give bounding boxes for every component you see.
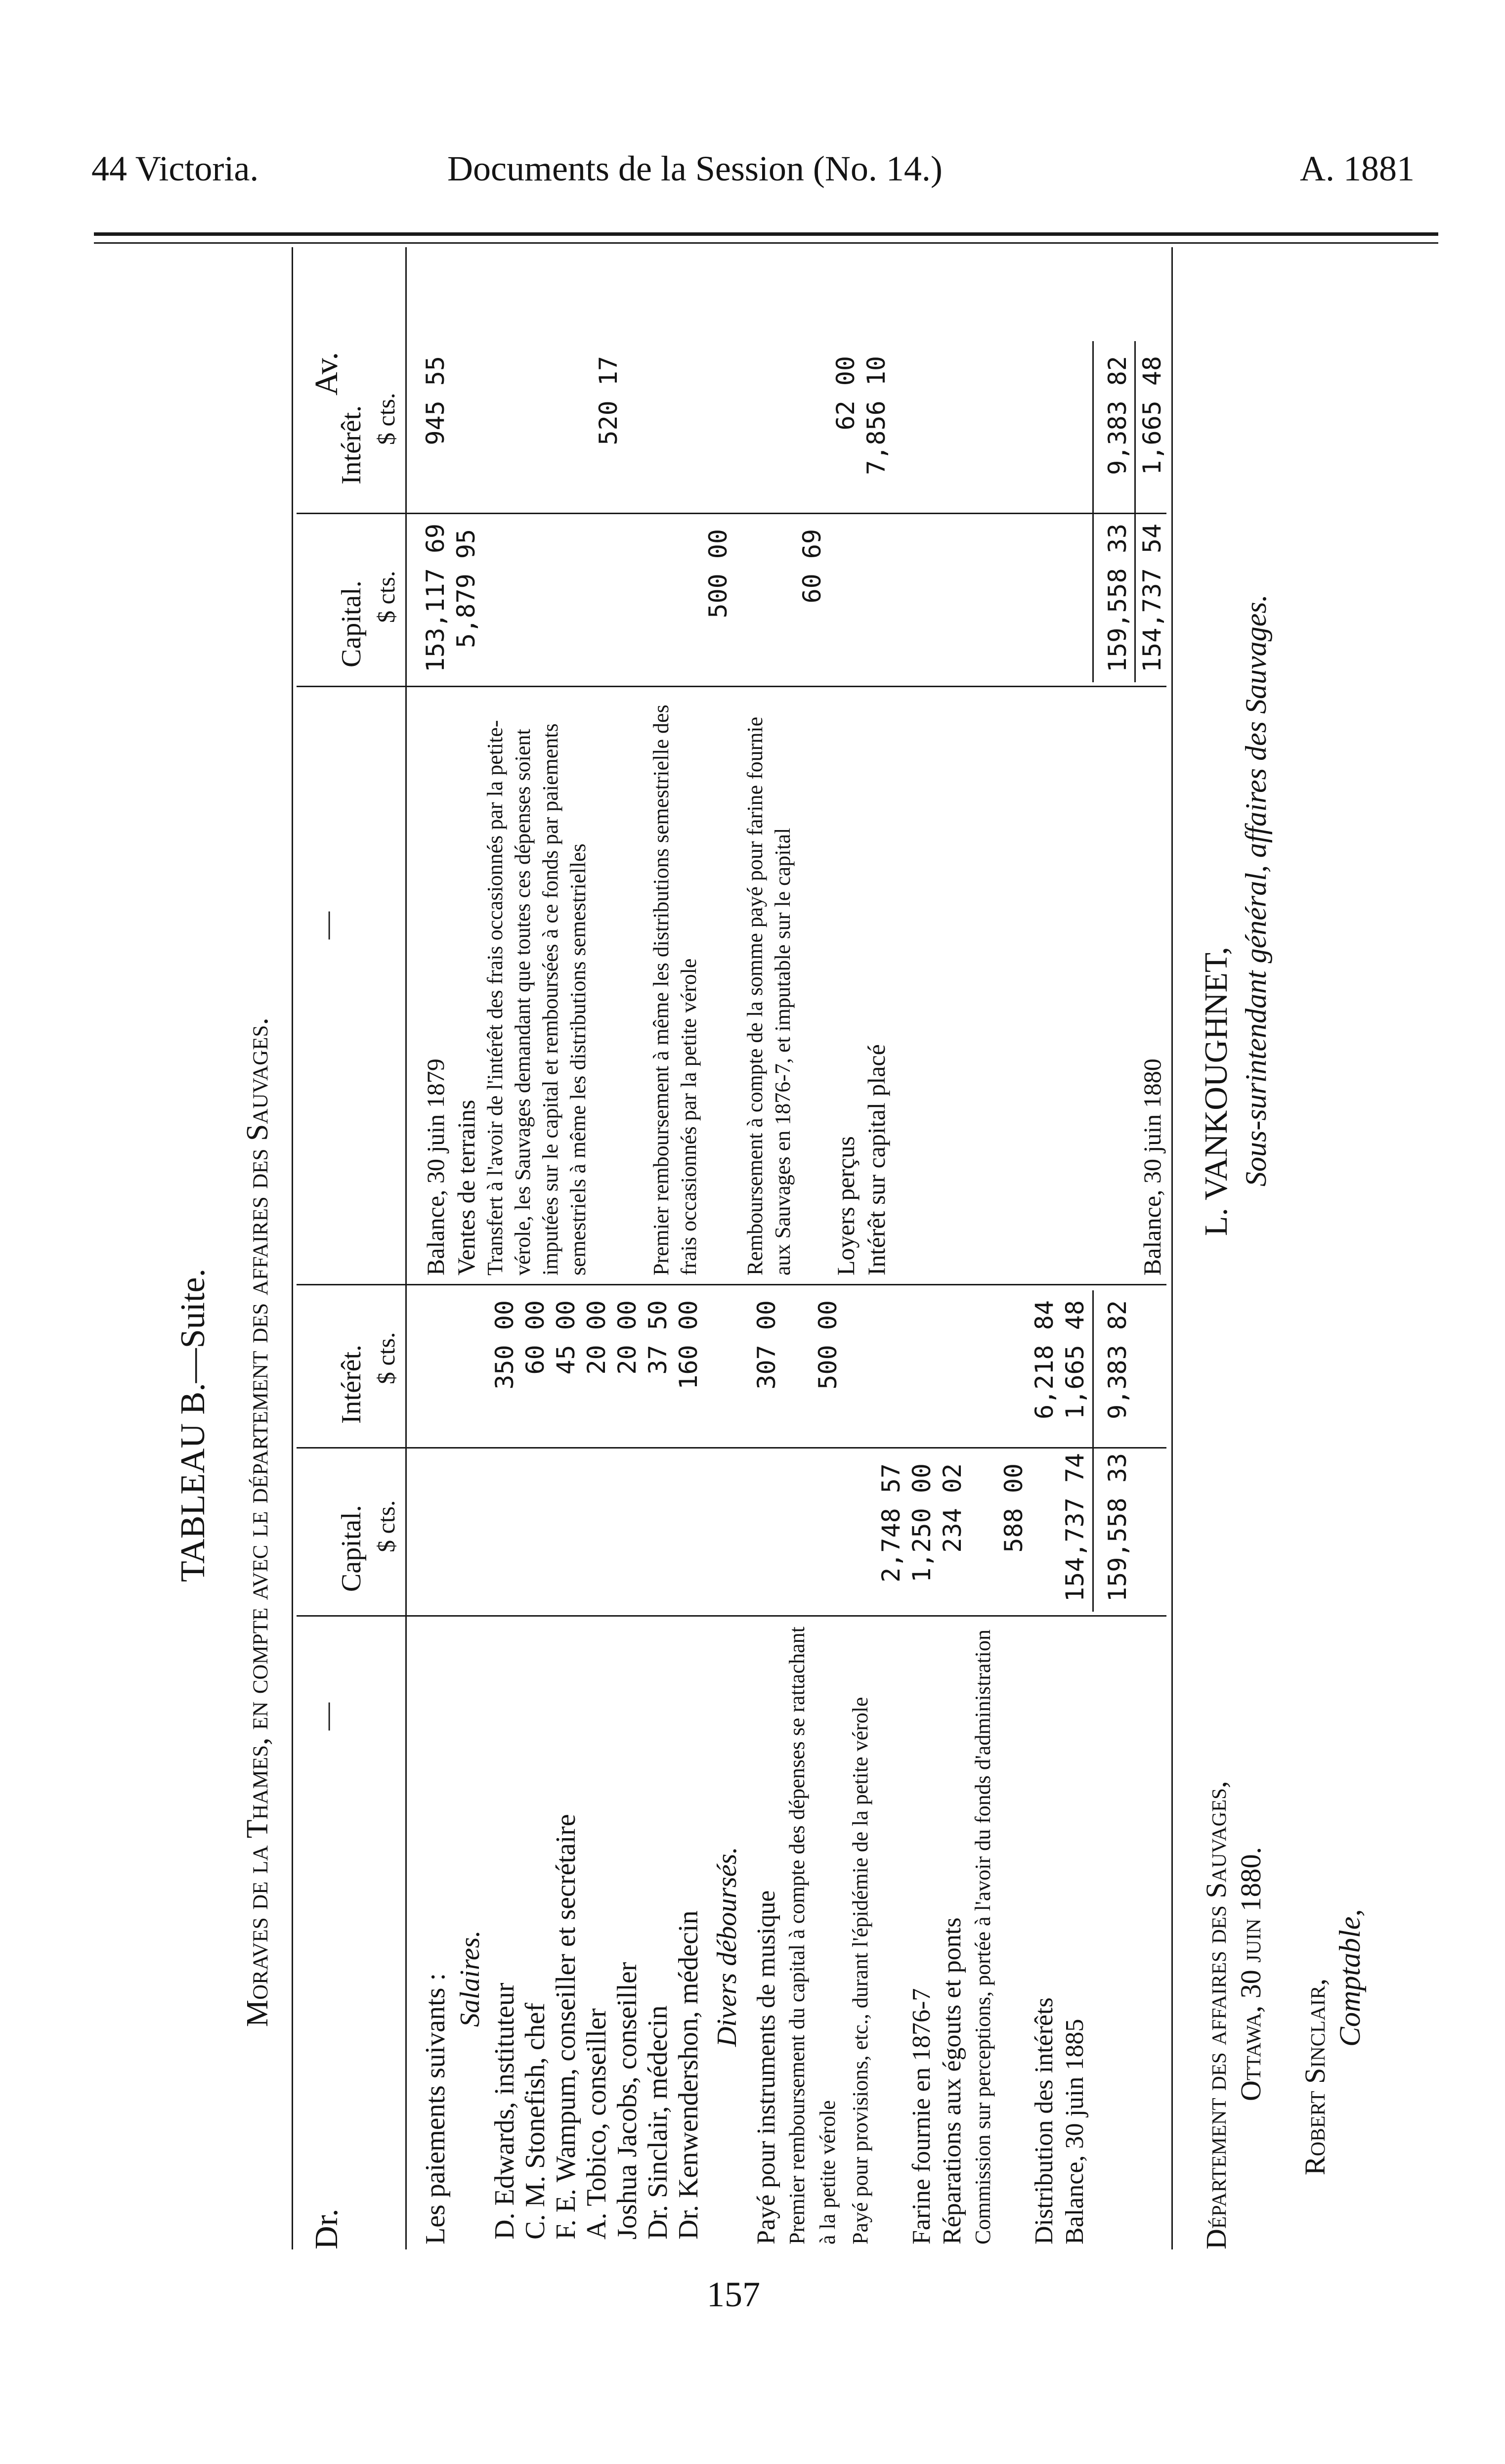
frame-bottom	[1171, 247, 1173, 2249]
divers-row-interet: 6,218 84	[1030, 1300, 1059, 1419]
rotated-ledger-block	[148, 148, 1433, 2324]
credit-row-capital: 5,879 95	[452, 529, 480, 648]
divers-row-label: Farine fournie en 1876-7	[907, 1988, 936, 2244]
credit-dash-header: —	[311, 912, 342, 939]
credit-balance-label: Balance, 30 juin 1880	[1138, 1058, 1166, 1276]
divers-row-label: Balance, 30 juin 1885	[1061, 2019, 1089, 2244]
divers-heading: Divers déboursés.	[712, 1847, 742, 2047]
credit-total-capital: 159,558 33	[1103, 523, 1132, 672]
credit-balance-capital: 154,737 54	[1138, 523, 1166, 672]
credit-row-interet: 945 55	[421, 356, 450, 445]
salary-row-label: D. Edwards, instituteur	[489, 1982, 520, 2240]
credit-capital-header: Capital.	[336, 580, 367, 667]
header-separator	[405, 247, 407, 2249]
salary-row-interet: 20 00	[582, 1300, 611, 1375]
salary-row-label: Dr. Sinclair, médecin	[643, 2005, 673, 2240]
credit-interet-header: Intérêt.	[336, 405, 367, 484]
credit-row-label: Ventes de terrains	[452, 1100, 480, 1276]
credit-row-label: Premier remboursement à même les distributions semestrielle des frais occasionnés par la petite vérole	[649, 704, 701, 1276]
divers-row-label: Payé pour provisions, etc., durant l'épidémie de la petite vérole	[848, 1697, 872, 2244]
table-title: TABLEAU B.—Suite.	[174, 1268, 212, 1582]
divers-row-label: Payé pour instruments de musique	[752, 1890, 780, 2244]
divers-row-interet: 1,665 48	[1061, 1300, 1089, 1419]
frame-top	[292, 247, 293, 2249]
footer-superintendent-name: L. VANKOUGHNET,	[1198, 947, 1234, 1236]
credit-row-label: Loyers perçus	[832, 1136, 860, 1276]
divers-row-capital: 154,737 74	[1061, 1452, 1089, 1602]
credit-row-capital: 60 69	[798, 529, 826, 604]
divers-row-label: Commission sur perceptions, portée à l'avoir du fonds d'administration	[971, 1629, 995, 2244]
salary-row-label: A. Tobico, conseiller	[581, 2008, 612, 2240]
footer-superintendent-title: Sous-surintendant général, affaires des Sauvages.	[1240, 594, 1272, 1187]
header-right: A. 1881	[1300, 149, 1415, 188]
credit-row-interet: 7,856 10	[862, 356, 891, 475]
debit-capital-currency: $ cts.	[372, 1500, 400, 1552]
debit-interet-header: Intérêt.	[336, 1344, 367, 1424]
credit-balance-rule	[1134, 341, 1136, 682]
credit-interet-currency: $ cts.	[372, 393, 400, 445]
credit-row-interet: 520 17	[594, 356, 623, 445]
credit-row-label: Remboursement à compte de la somme payé pour farine fournie aux Sauvages en 1876-7, et imputable sur le capital	[743, 716, 795, 1276]
salary-row-interet: 20 00	[613, 1300, 642, 1375]
credit-total-interet: 9,383 82	[1103, 356, 1132, 475]
footer-accountant-name: Robert Sinclair,	[1299, 1978, 1331, 2175]
debit-capital-header: Capital.	[336, 1505, 367, 1592]
divers-row-capital: 234 02	[938, 1463, 967, 1553]
debit-label: Dr.	[308, 2208, 344, 2249]
debit-total-rule	[1092, 1290, 1094, 1612]
table-subtitle: Moraves de la Thames, en compte avec le département des affaires des Sauvages.	[241, 1017, 274, 2027]
divers-row-label: Réparations aux égouts et ponts	[938, 1917, 966, 2244]
footer-department: Département des affaires des Sauvages,	[1200, 1781, 1232, 2249]
col-sep-1	[297, 1615, 1166, 1617]
salary-row-interet: 37 50	[644, 1300, 672, 1375]
debit-total-capital: 159,558 33	[1103, 1452, 1132, 1602]
divers-row-interet: 307 00	[752, 1300, 781, 1390]
col-sep-3	[297, 1284, 1166, 1285]
footer-accountant-title: Comptable,	[1333, 1909, 1366, 2047]
credit-label: Av.	[308, 352, 344, 396]
salary-row-interet: 160 00	[674, 1300, 703, 1390]
credit-balance-interet: 1,665 48	[1138, 356, 1166, 475]
credit-capital-currency: $ cts.	[372, 571, 400, 623]
credit-row-label: Balance, 30 juin 1879	[422, 1058, 449, 1276]
credit-row-capital: 153,117 69	[421, 523, 450, 672]
divers-row-capital: 2,748 57	[877, 1463, 905, 1583]
salary-row-label: C. M. Stonefish, chef	[520, 2002, 551, 2240]
debit-total-interet: 9,383 82	[1103, 1300, 1132, 1419]
divers-row-capital: 588 00	[999, 1463, 1028, 1553]
header-center: Documents de la Session (No. 14.)	[447, 149, 943, 188]
footer-place-date: Ottawa, 30 juin 1880.	[1235, 1847, 1267, 2101]
credit-total-rule	[1092, 341, 1094, 682]
salary-row-interet: 60 00	[521, 1300, 550, 1375]
divers-row-label: Distribution des intérêts	[1030, 1997, 1058, 2244]
divers-row-interet: 500 00	[814, 1300, 842, 1390]
credit-row-label: Transfert à l'avoir de l'intérêt des frais occasionnés par la petite-vérole, les Sauvages demandant que toutes ces dépenses soient imputées sur le capital et remboursées à ce fonds par paiements semestriels à même les distributions semestrielles	[483, 720, 590, 1276]
page-number: 157	[707, 2275, 760, 2314]
salary-row-label: Dr. Kenwendershon, médecin	[673, 1910, 704, 2240]
salary-row-label: Joshua Jacobs, conseiller	[612, 1962, 643, 2240]
debit-interet-currency: $ cts.	[372, 1332, 400, 1384]
col-sep-5	[297, 513, 1166, 514]
divers-row-label: Premier remboursement du capital à compte des dépenses se rattachant à la petite vérole	[785, 1627, 840, 2244]
credit-row-capital: 500 00	[704, 529, 732, 618]
debit-intro: Les paiements suivants :	[420, 1973, 451, 2244]
salary-row-interet: 350 00	[490, 1300, 519, 1390]
salary-row-label: F. E. Wampum, conseiller et secrétaire	[551, 1814, 581, 2240]
debit-dash-header: —	[311, 1703, 342, 1730]
col-sep-2	[297, 1447, 1166, 1449]
salary-row-interet: 45 00	[552, 1300, 580, 1375]
salaires-heading: Salaires.	[455, 1930, 485, 2027]
credit-row-label: Intérêt sur capital placé	[862, 1044, 890, 1276]
header-left: 44 Victoria.	[91, 149, 259, 188]
divers-row-capital: 1,250 00	[907, 1463, 936, 1583]
col-sep-4	[297, 686, 1166, 687]
credit-row-interet: 62 00	[831, 356, 860, 431]
